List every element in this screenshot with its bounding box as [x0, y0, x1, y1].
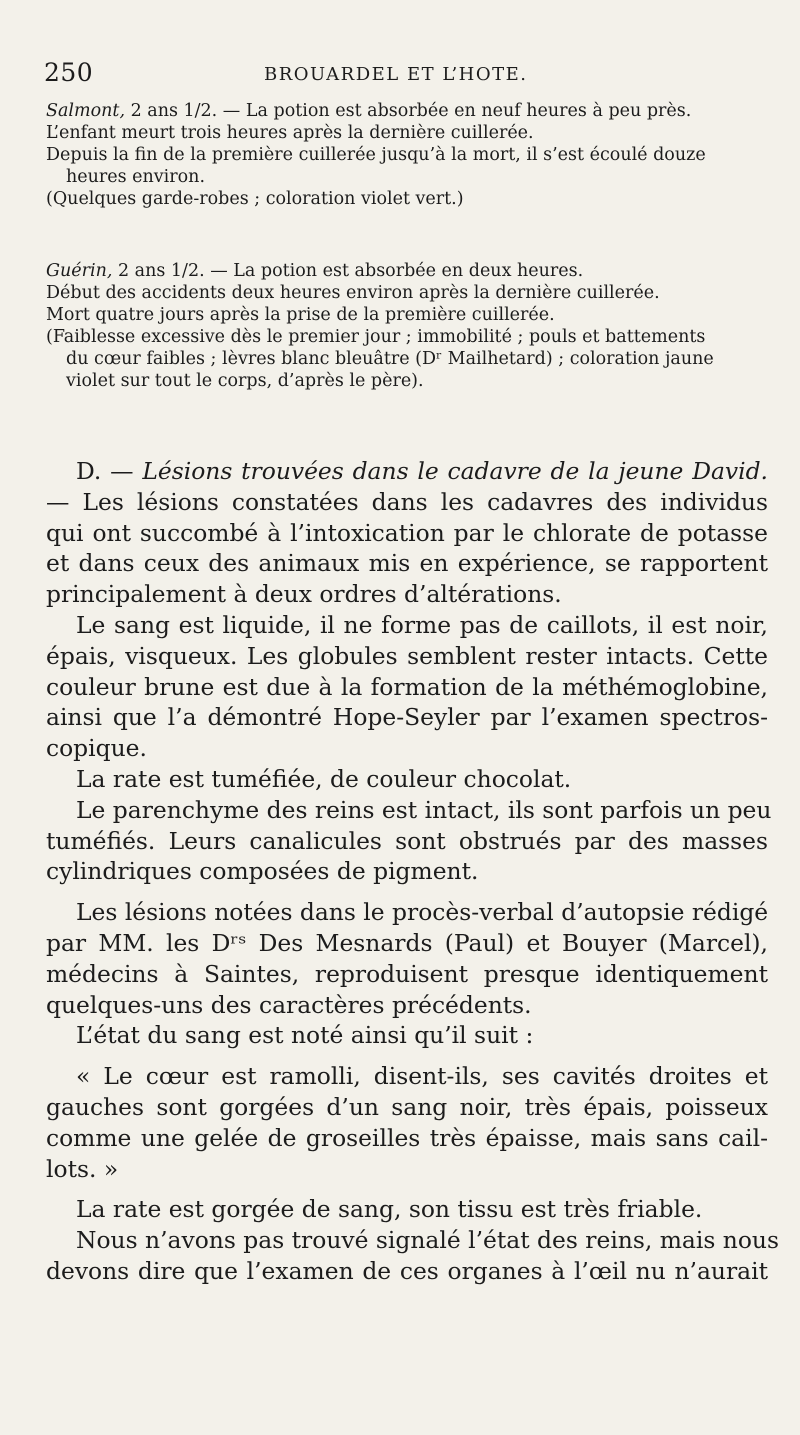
text-line: La rate est tuméfiée, de couleur chocolat.: [76, 764, 572, 793]
case-line: Salmont, 2 ans 1/2. — La potion est absorbée en neuf heures à peu près.: [46, 101, 692, 121]
case-line: Mort quatre jours après la prise de la première cuillerée.: [46, 305, 555, 325]
text-line: ainsi que l’a démontré Hope-Seyler par l’examen spectros-: [46, 703, 768, 732]
text-line: épais, visqueux. Les globules semblent rester intacts. Cette: [46, 641, 768, 670]
text-line: qui ont succombé à l’intoxication par le chlorate de potasse: [46, 518, 768, 547]
page-number: 250: [44, 58, 94, 87]
running-head: [44, 58, 764, 94]
text-line: Le parenchyme des reins est intact, ils sont parfois un peu: [76, 795, 772, 824]
text-line: lots. »: [46, 1154, 119, 1183]
case-guerin: [46, 260, 766, 392]
case-salmont: [46, 100, 766, 210]
case-line: Depuis la fin de la première cuillerée jusqu’à la mort, il s’est écoulé douze: [46, 145, 706, 165]
case-line: (Faiblesse excessive dès le premier jour ; immobilité ; pouls et battements: [46, 327, 706, 347]
case-line: (Quelques garde-robes ; coloration violet vert.): [46, 189, 464, 209]
case-name: Guérin,: [46, 261, 113, 281]
paragraph-gap: [46, 1051, 768, 1061]
text-line: copique.: [46, 734, 147, 763]
case-line: Début des accidents deux heures environ après la dernière cuillerée.: [46, 283, 660, 303]
section-label: D. —: [76, 457, 143, 485]
text-line: L’état du sang est noté ainsi qu’il suit :: [76, 1021, 534, 1050]
paragraph-gap: [46, 887, 768, 897]
case-line: du cœur faibles ; lèvres blanc bleuâtre (Dʳ Mailhetard) ; coloration jaune: [66, 349, 714, 369]
text-line: couleur brune est due à la formation de la méthémoglobine,: [46, 672, 768, 701]
text-line: La rate est gorgée de sang, son tissu est très friable.: [76, 1195, 703, 1224]
text-line: Les lésions notées dans le procès-verbal d’autopsie rédigé: [76, 898, 769, 927]
paragraph-gap: [46, 1184, 768, 1194]
text-line: et dans ceux des animaux mis en expérience, se rapportent: [46, 549, 768, 578]
text-line: principalement à deux ordres d’altérations.: [46, 580, 562, 609]
section-title: Lésions trouvées dans le cadavre de la jeune David.: [142, 457, 768, 485]
case-line: Guérin, 2 ans 1/2. — La potion est absorbée en deux heures.: [46, 261, 584, 281]
text-line: cylindriques composées de pigment.: [46, 857, 479, 886]
case-name: Salmont,: [46, 101, 126, 121]
text-line: — Les lésions constatées dans les cadavres des individus: [46, 487, 768, 516]
text-line: Le sang est liquide, il ne forme pas de caillots, il est noir,: [76, 610, 768, 639]
text-line: quelques-uns des caractères précédents.: [46, 990, 532, 1019]
running-title: BROUARDEL ET L’HOTE.: [264, 64, 528, 85]
text-line: Nous n’avons pas trouvé signalé l’état des reins, mais nous: [76, 1226, 779, 1255]
text-line: « Le cœur est ramolli, disent-ils, ses cavités droites et: [76, 1062, 768, 1091]
text-line: comme une gelée de groseilles très épaisse, mais sans cail-: [46, 1123, 768, 1152]
text-line: devons dire que l’examen de ces organes à l’œil nu n’aurait: [46, 1256, 768, 1285]
main-text: [46, 456, 779, 1287]
case-line: heures environ.: [66, 167, 206, 187]
case-line: L’enfant meurt trois heures après la dernière cuillerée.: [46, 123, 534, 143]
case-line: violet sur tout le corps, d’après le père).: [66, 371, 424, 391]
section-heading: [46, 456, 768, 487]
text-line: par MM. les Dʳˢ Des Mesnards (Paul) et Bouyer (Marcel),: [46, 928, 768, 957]
text-line: gauches sont gorgées d’un sang noir, très épais, poisseux: [46, 1092, 768, 1121]
text-line: médecins à Saintes, reproduisent presque identiquement: [46, 959, 768, 988]
text-line: tuméfiés. Leurs canalicules sont obstrués par des masses: [46, 826, 768, 855]
